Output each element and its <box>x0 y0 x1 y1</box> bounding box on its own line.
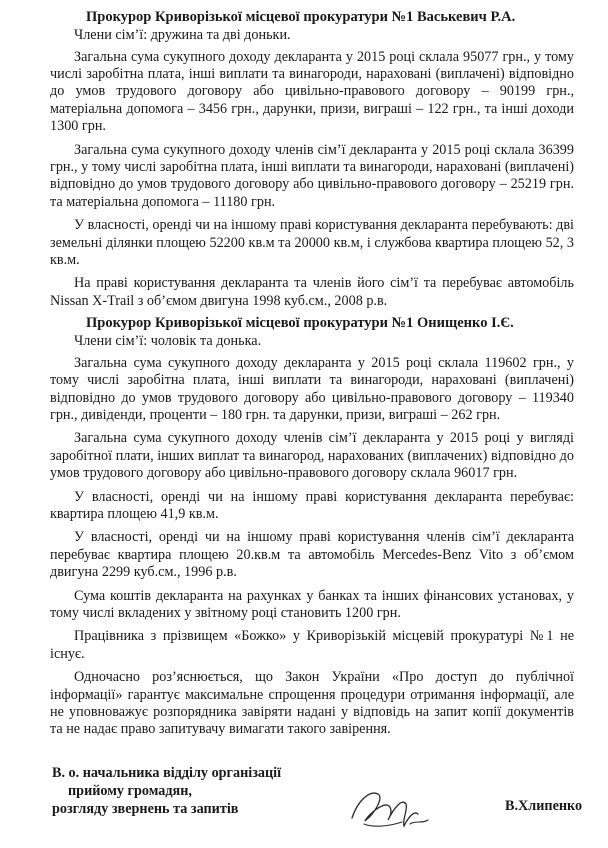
prosecutor1-heading: Прокурор Криворізької місцевої прокуратури №1 Васькевич Р.А. <box>86 9 516 25</box>
prosecutor2-family-property-paragraph: У власності, оренді чи на іншому праві користування членів сім’ї декларанта перебуває квартира площею 20.кв.м та автомобіль Mercedes-Benz Vito з об’ємом двигуна 2299 куб.см., 1996 р.в. <box>50 529 574 581</box>
signatory-title-line2: прийому громадян, <box>68 783 192 799</box>
prosecutor1-income-paragraph: Загальна сума сукупного доходу декларанта у 2015 році склала 95077 грн., у тому числі заробітна плата, інші виплати та винагороди, нараховані (виплачені) відповідно до умов трудового договору або цивільно-правового договору – 90199 грн., матеріальна допомога – 3456 грн., дарунки, призи, виграші – 122 грн., та інші доходи 1300 грн. <box>50 48 574 135</box>
prosecutor1-family-income-paragraph: Загальна сума сукупного доходу членів сім’ї декларанта у 2015 році склала 36399 грн., у тому числі заробітна плата, інші виплати та винагороди, нараховані (виплачені) відповідно до умов трудового договору або цивільно-правового договору – 25219 грн. та матеріальна допомога – 11180 грн. <box>50 141 574 210</box>
employee-not-found-paragraph: Працівника з прізвищем «Божко» у Криворізькій місцевій прокуратурі №1 не існує. <box>50 628 574 662</box>
prosecutor1-family: Члени сім’ї: дружина та дві доньки. <box>74 27 291 43</box>
prosecutor1-vehicle-paragraph: На праві користування декларанта та членів його сім’ї та перебуває автомобіль Nissan X-Trail з об’ємом двигуна 1998 куб.см., 2008 р.в. <box>50 275 574 309</box>
prosecutor2-family-income-paragraph: Загальна сума сукупного доходу членів сім’ї декларанта у 2015 році у вигляді заробітної плати, інших виплат та винагород, нарахованих (виплачених) відповідно до умов трудового договору або цивільно-правового договору склала 96017 грн. <box>50 430 574 482</box>
prosecutor2-bank-paragraph: Сума коштів декларанта на рахунках у банках та інших фінансових установах, у тому числі вкладених у звітному році становить 1200 грн. <box>50 587 574 621</box>
prosecutor2-heading: Прокурор Криворізької місцевої прокуратури №1 Онищенко І.Є. <box>86 315 514 332</box>
signatory-name: В.Хлипенко <box>505 798 583 814</box>
prosecutor2-income-paragraph: Загальна сума сукупного доходу декларанта у 2015 році склала 119602 грн., у тому числі заробітна плата, інші виплати та винагороди, нараховані (виплачені) відповідно до умов трудового договору або цивільно-правового договору – 119340 грн., дивіденди, проценти – 180 грн. та дарунки, призи, виграші – 262 грн. <box>50 354 574 423</box>
prosecutor1-property-paragraph: У власності, оренді чи на іншому праві користування декларанта перебувають: дві земельні ділянки площею 52200 кв.м та 20000 кв.м, і службова квартира площею 52, 3 кв.м. <box>50 217 574 268</box>
prosecutor2-property-paragraph: У власності, оренді чи на іншому праві користування декларанта перебуває: квартира площею 41,9 кв.м. <box>50 488 574 522</box>
handwritten-signature <box>344 780 434 840</box>
signatory-title-line3: розгляду звернень та запитів <box>52 801 239 817</box>
public-info-law-paragraph: Одночасно роз’яснюється, що Закон України «Про доступ до публічної інформації» гарантує максимальне спрощення процедури отримання інформації, але не уповноважує розпорядника завіряти надані у відповідь на запит копії документів та не надає право запитувачу вимагати такого завірення. <box>50 669 574 738</box>
signatory-title-line1: В. о. начальника відділу організації <box>52 765 282 781</box>
signatory-title <box>52 764 281 818</box>
prosecutor2-family: Члени сім’ї: чоловік та донька. <box>74 333 262 350</box>
